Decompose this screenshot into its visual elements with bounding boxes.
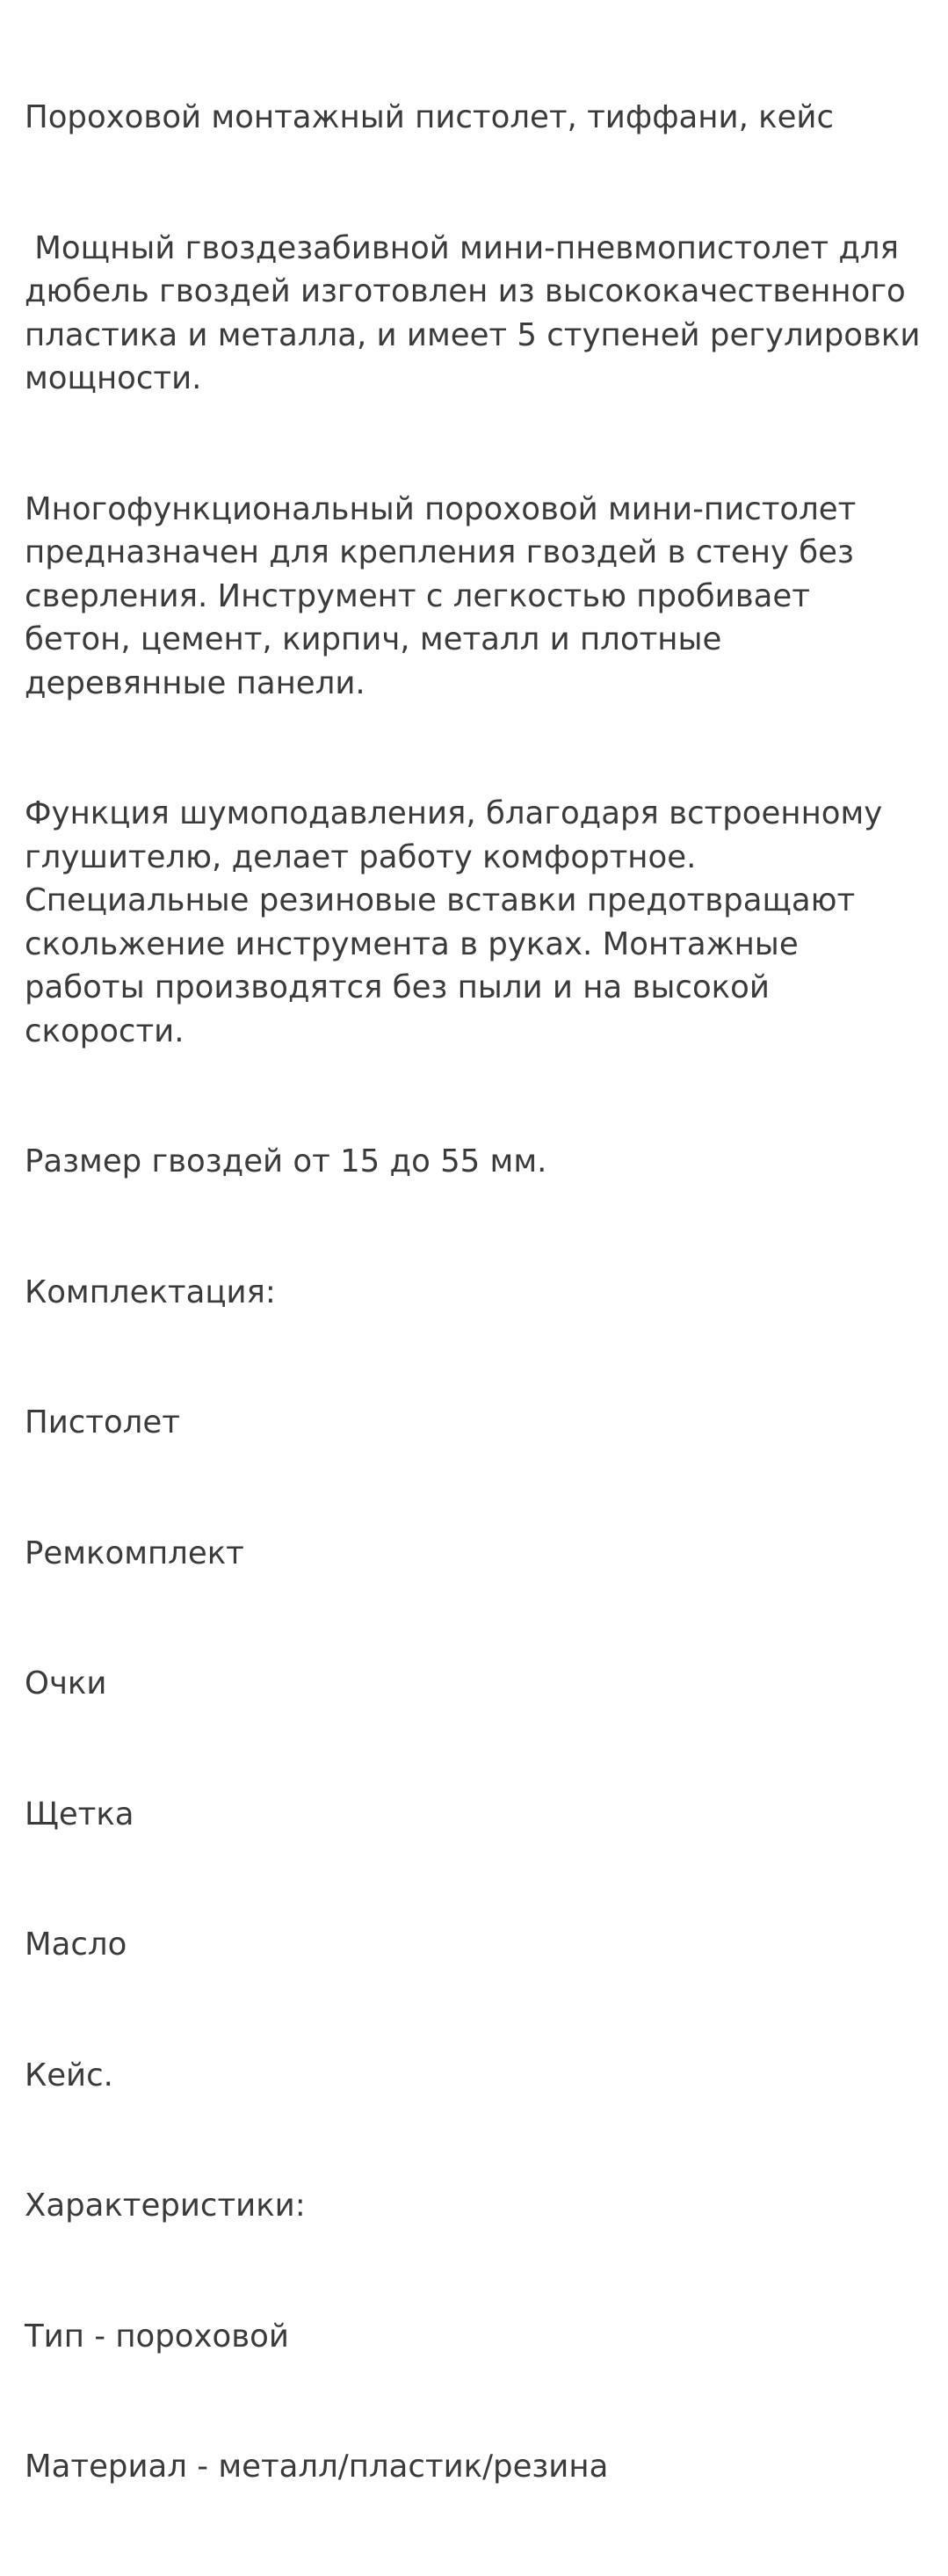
- description-paragraph: Тип - пороховой: [25, 2318, 289, 2355]
- description-paragraph: Очки: [25, 1665, 107, 1702]
- description-paragraph: Материал - металл/пластик/резина: [25, 2449, 609, 2485]
- description-paragraph: Характеристики:: [25, 2188, 306, 2224]
- description-paragraph: Масло: [25, 1927, 127, 1963]
- description-paragraph: Размер гвоздей от 15 до 55 мм.: [25, 1143, 547, 1179]
- description-paragraph: Ремкомплект: [25, 1535, 244, 1571]
- description-paragraph: Пистолет: [25, 1404, 180, 1440]
- description-paragraph: Кейс.: [25, 2057, 113, 2093]
- description-paragraph: Функция шумоподавления, благодаря встроенному глушителю, делает работу комфортное. Специальные резиновые вставки предотвращают скольжение инструмента в руках. Монтажные работы производятся без пыли и на высокой скорости.: [25, 795, 893, 1049]
- product-description: [25, 9, 930, 2576]
- description-paragraph: Комплектация:: [25, 1273, 276, 1310]
- description-paragraph: Пороховой монтажный пистолет, тиффани, кейс: [25, 99, 835, 135]
- description-paragraph: Многофункциональный пороховой мини-пистолет предназначен для крепления гвоздей в стену без сверления. Инструмент с легкостью пробивает бетон, цемент, кирпич, металл и плотные деревянные панели.: [25, 490, 866, 701]
- description-paragraph: Щетка: [25, 1796, 134, 1832]
- description-paragraph: Мощный гвоздезабивной мини-пневмопистолет для дюбель гвоздей изготовлен из высококачественного пластика и металла, и имеет 5 ступеней регулировки мощности.: [25, 229, 930, 396]
